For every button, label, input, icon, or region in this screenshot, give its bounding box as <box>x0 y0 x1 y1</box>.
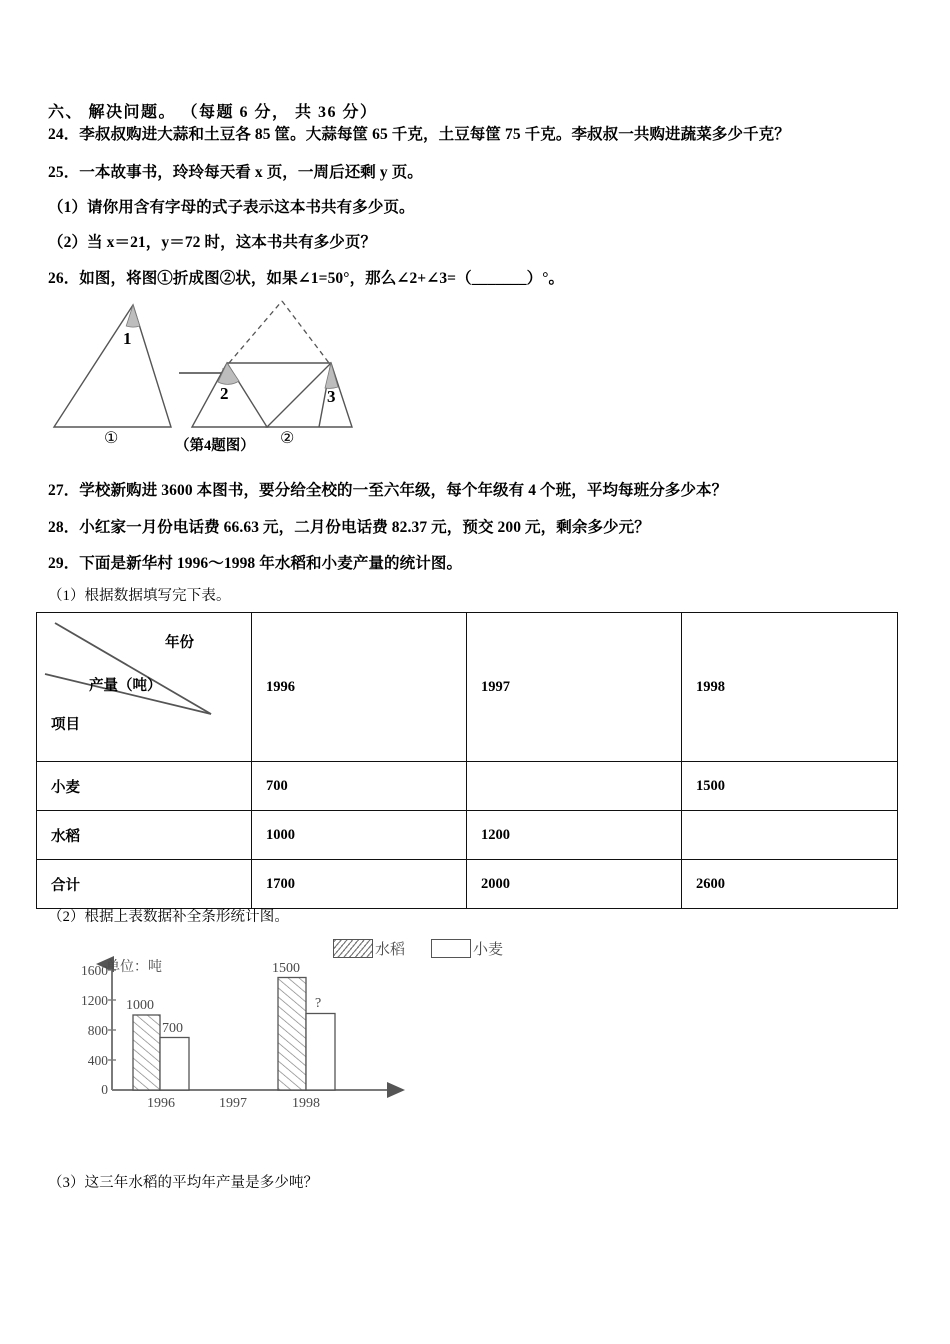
question-25-text: 25．一本故事书，玲玲每天看 x 页，一周后还剩 y 页。 <box>48 164 423 181</box>
table-row <box>37 860 898 909</box>
folding-triangle-figure <box>42 296 442 466</box>
section-heading: 六、 解决问题。 （每题 6 分， 共 36 分） <box>48 104 378 121</box>
question-24-text: 24．李叔叔购进大蒜和土豆各 85 筐。大蒜每筐 65 千克，土豆每筐 75 千克。李叔叔一共购进蔬菜多少千克？ <box>48 126 790 143</box>
cell-wheat-1998: 1500 <box>682 762 898 811</box>
cell-wheat-1997[interactable] <box>467 762 682 811</box>
legend-label-wheat: 小麦 <box>473 942 504 958</box>
bar-label-wheat-1996: 700 <box>162 1021 183 1036</box>
question-29-sub-2: （2）根据上表数据补全条形统计图。 <box>48 909 289 925</box>
y-tick-0: 0 <box>101 1082 108 1097</box>
figure-two-marker: ② <box>280 430 295 447</box>
y-tick-800: 800 <box>87 1023 108 1038</box>
bar-chart <box>78 930 504 1145</box>
legend-swatch-wheat <box>431 939 471 958</box>
y-tick-1200: 1200 <box>81 993 108 1008</box>
x-tick-1998: 1998 <box>292 1096 320 1111</box>
figure-one-marker: ① <box>104 430 119 447</box>
legend-swatch-rice <box>333 939 373 958</box>
bar-label-rice-1996: 1000 <box>126 998 154 1013</box>
bar-label-wheat-1998: ? <box>315 996 322 1011</box>
chart-unit-label: 单位：吨 <box>106 960 162 975</box>
table-header-1997: 1997 <box>467 613 682 762</box>
cell-rice-1998[interactable] <box>682 811 898 860</box>
chart-legend <box>333 938 503 959</box>
cell-total-1997: 2000 <box>467 860 682 909</box>
cell-rice-1997: 1200 <box>467 811 682 860</box>
table-header-1996: 1996 <box>252 613 467 762</box>
bar-label-rice-1998: 1500 <box>272 961 300 976</box>
angle-label-1: 1 <box>123 329 132 348</box>
question-25-sub-2: （2）当 x＝21，y＝72 时，这本书共有多少页？ <box>48 234 377 251</box>
legend-item-rice <box>333 938 405 959</box>
question-28-text: 28．小红家一月份电话费 66.63 元，二月份电话费 82.37 元，预交 200 元，剩余多少元？ <box>48 519 650 536</box>
question-27-text: 27．学校新购进 3600 本图书，要分给全校的一至六年级，每个年级有 4 个班，平均每班分多少本？ <box>48 482 728 499</box>
row-label-wheat: 小麦 <box>37 762 252 811</box>
x-tick-1996: 1996 <box>147 1096 175 1111</box>
question-29-text: 29．下面是新华村 1996～1998 年水稻和小麦产量的统计图。 <box>48 555 463 572</box>
y-tick-1600: 1600 <box>81 963 108 978</box>
x-tick-1997: 1997 <box>219 1096 247 1111</box>
cell-total-1996: 1700 <box>252 860 467 909</box>
table-row <box>37 762 898 811</box>
y-tick-400: 400 <box>87 1053 108 1068</box>
legend-item-wheat <box>431 938 503 959</box>
question-29-sub-1: （1）根据数据填写完下表。 <box>48 588 231 604</box>
corner-label-year: 年份 <box>165 635 194 651</box>
cell-wheat-1996: 700 <box>252 762 467 811</box>
table-header-row <box>37 613 898 762</box>
corner-label-item: 项目 <box>51 717 80 733</box>
legend-label-rice: 水稻 <box>375 942 406 958</box>
question-25-sub-1: （1）请你用含有字母的式子表示这本书共有多少页。 <box>48 199 415 216</box>
question-26-text: 26．如图，将图①折成图②状，如果∠1=50°，那么∠2+∠3=（_______）°。 <box>48 270 565 287</box>
table-header-1998: 1998 <box>682 613 898 762</box>
angle-label-2: 2 <box>220 384 229 403</box>
table-row <box>37 811 898 860</box>
production-table <box>36 612 898 909</box>
question-29-sub-3: （3）这三年水稻的平均年产量是多少吨？ <box>48 1175 319 1191</box>
row-label-rice: 水稻 <box>37 811 252 860</box>
table-corner-cell <box>37 613 252 762</box>
cell-total-1998: 2600 <box>682 860 898 909</box>
figure-caption: （第4题图） <box>175 438 255 454</box>
cell-rice-1996: 1000 <box>252 811 467 860</box>
row-label-total: 合计 <box>37 860 252 909</box>
corner-label-yield: 产量（吨） <box>89 678 162 694</box>
angle-label-3: 3 <box>327 387 336 406</box>
